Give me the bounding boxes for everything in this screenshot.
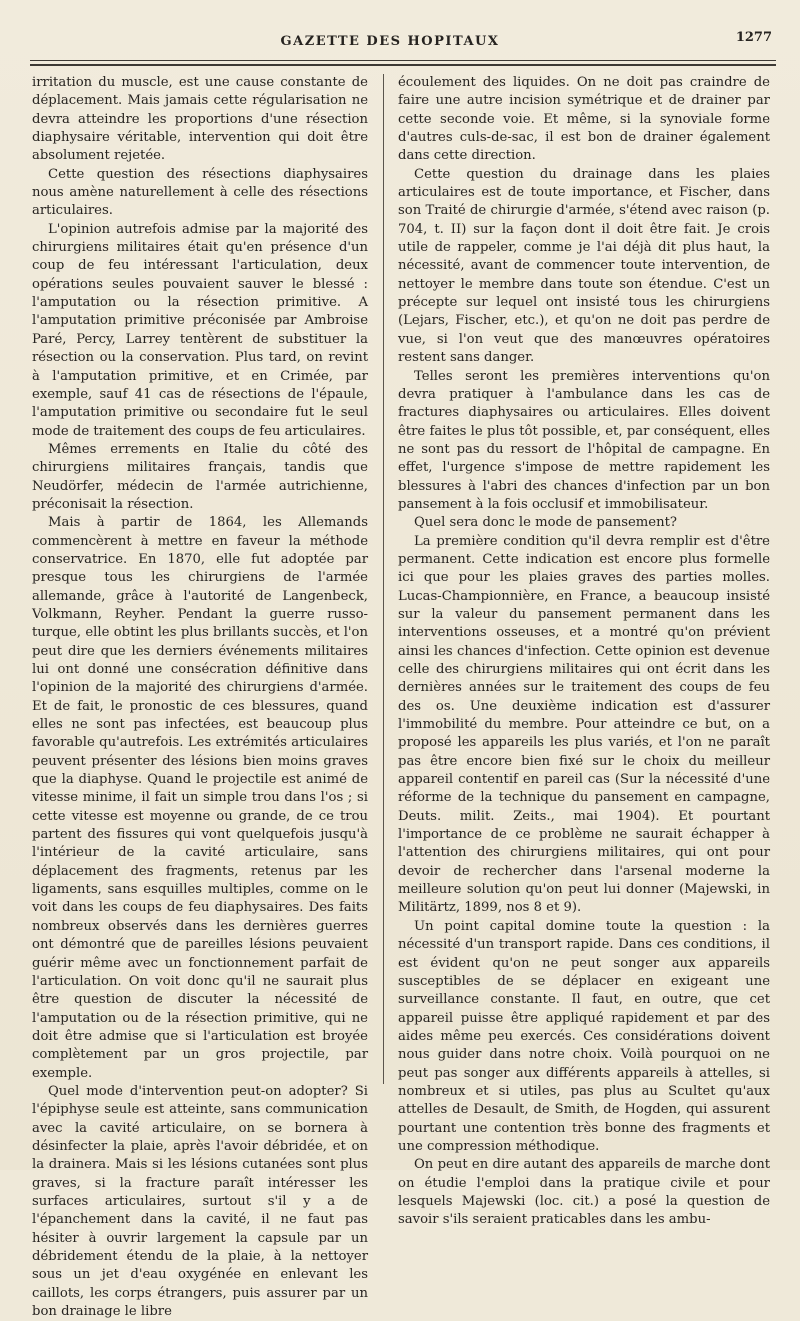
paragraph: On peut en dire autant des appareils de marche dont on étudie l'emploi dans la pratique civile et pour lesquels Majewski (loc. cit.) a posé la question de savoir s'ils seraient praticables dans les ambu-	[398, 1157, 770, 1228]
column-divider	[383, 74, 384, 1084]
paragraph: Mêmes errements en Italie du côté des chirurgiens militaires français, tandis que Neudörfer, médecin de l'armée autrichienne, préconisait la résection.	[32, 441, 368, 512]
page-number: 1277	[735, 30, 772, 45]
page-header-title: GAZETTE DES HOPITAUX	[280, 34, 500, 49]
paragraph: L'opinion autrefois admise par la majorité des chirurgiens militaires était qu'en présence d'un coup de feu intéressant l'articulation, deux opérations seules pouvaient sauver le blessé : l'amputation ou la résection primitive. A l'amputation primitive préconisée par Ambroise Paré, Percy, Larrey tentèrent de substituer la résection ou la conservation. Plus tard, on revint à l'amputation primitive, et en Crimée, par exemple, sauf 41 cas de résections de l'épaule, l'amputation primitive ou secondaire fut le seul mode de traitement des coups de feu articulaires.	[32, 221, 368, 439]
right-column	[398, 74, 770, 1230]
paragraph: Mais à partir de 1864, les Allemands commencèrent à mettre en faveur la méthode conservatrice. En 1870, elle fut adoptée par presque tous les chirurgiens de l'armée allemande, grâce à l'autorité de Langenbeck, Volkmann, Reyher. Pendant la guerre russo-turque, elle obtint les plus brillants succès, et l'on peut dire que les derniers événements militaires lui ont donné une consécration définitive dans l'opinion de la majorité des chirurgiens d'armée. Et de fait, le pronostic de ces blessures, quand elles ne sont pas infectées, est beaucoup plus favorable qu'autrefois. Les extrémités articulaires peuvent présenter des lésions bien moins graves que la diaphyse. Quand le projectile est animé de vitesse minime, il fait un simple trou dans l'os ; si cette vitesse est moyenne ou grande, de ce trou partent des fissures qui vont quelquefois jusqu'à l'intérieur de la cavité articulaire, sans déplacement des fragments, retenus par les ligaments, sans esquilles multiples, comme on le voit dans les coups de feu diaphysaires. Des faits nombreux observés dans les dernières guerres ont démontré que de pareilles lésions peuvaient guérir même avec un fonctionnement parfait de l'articulation. On voit donc qu'il ne saurait plus être question de discuter la nécessité de l'amputation ou de la résection primitive, qui ne doit être admise que si l'articulation est broyée complètement par un gros projectile, par exemple.	[32, 515, 368, 1081]
paragraph: irritation du muscle, est une cause constante de déplacement. Mais jamais cette régularisation ne devra atteindre les proportions d'une résection diaphysaire véritable, intervention qui doit être absolument rejetée.	[32, 75, 368, 164]
paragraph: Un point capital domine toute la question : la nécessité d'un transport rapide. Dans ces conditions, il est évident qu'on ne peut songer aux appareils susceptibles de se déplacer en exigeant une surveillance constante. Il faut, en outre, que cet appareil puisse être appliqué rapidement et par des aides même peu exercés. Ces considérations doivent nous guider dans notre choix. Voilà pourquoi on ne peut pas songer aux différents appareils à attelles, si nombreux et si utiles, pas plus au Scultet qu'aux attelles de Desault, de Smith, de Hogden, qui assurent pourtant une contention très bonne des fragments et une compression méthodique.	[398, 918, 770, 1154]
paragraph: Quel mode d'intervention peut-on adopter? Si l'épiphyse seule est atteinte, sans communication avec la cavité articulaire, on se bornera à désinfecter la plaie, après l'avoir débridée, et on la drainera. Mais si les lésions cutanées sont plus graves, si la fracture paraît intéresser les surfaces articulaires, surtout s'il y a de l'épanchement dans la cavité, il ne faut pas hésiter à ouvrir largement la capsule par un débridement étendu de la plaie, à la nettoyer sous un jet d'eau oxygénée en enlevant les caillots, les corps étrangers, puis assurer par un bon drainage le libre	[32, 1083, 368, 1320]
paragraph: La première condition qu'il devra remplir est d'être permanent. Cette indication est encore plus formelle ici que pour les plaies graves des parties molles. Lucas-Championnière, en France, a beaucoup insisté sur la valeur du pansement permanent dans les interventions osseuses, et a montré qu'on prévient ainsi les chances d'infection. Cette opinion est devenue celle des chirurgiens militaires qui ont écrit dans les dernières années sur le traitement des coups de feu des os. Une deuxième indication est d'assurer l'immobilité du membre. Pour atteindre ce but, on a proposé les appareils les plus variés, et l'on ne paraît pas être encore bien fixé sur le choix du meilleur appareil contentif en pareil cas (Sur la nécessité d'une réforme de la technique du pansement en campagne, Deuts. milit. Zeits., mai 1904). Et pourtant l'importance de ce problème ne saurait échapper à l'attention des chirurgiens militaires, qui ont pour devoir de rechercher dans l'arsenal moderne la meilleure solution qu'on peut lui donner (Majewski, in Militärtz, 1899, nos 8 et 9).	[398, 533, 770, 916]
paragraph: Quel sera donc le mode de pansement?	[414, 515, 677, 531]
header-rule	[30, 60, 776, 61]
paragraph: écoulement des liquides. On ne doit pas craindre de faire une autre incision symétrique et de drainer par cette seconde voie. Et même, si la synoviale forme d'autres culs-de-sac, il est bon de drainer également dans cette direction.	[398, 75, 770, 164]
paragraph: Cette question du drainage dans les plaies articulaires est de toute importance, et Fischer, dans son Traité de chirurgie d'armée, s'étend avec raison (p. 704, t. II) sur la façon dont il doit être fait. Je crois utile de rappeler, comme je l'ai déjà dit plus haut, la nécessité, avant de commencer toute intervention, de nettoyer le membre dans toute son étendue. C'est un précepte sur lequel ont insisté tous les chirurgiens (Lejars, Fischer, etc.), et qu'on ne doit pas perdre de vue, si l'on veut que des manœuvres opératoires restent sans danger.	[398, 166, 770, 366]
paragraph: Cette question des résections diaphysaires nous amène naturellement à celle des résections articulaires.	[32, 166, 368, 219]
header-rule-thick	[30, 64, 776, 66]
paragraph: Telles seront les premières interventions qu'on devra pratiquer à l'ambulance dans les cas de fractures diaphysaires ou articulaires. Elles doivent être faites le plus tôt possible, et, par conséquent, elles ne sont pas du ressort de l'hôpital de campagne. En effet, l'urgence s'impose de mettre rapidement les blessures à l'abri des chances d'infection par un bon pansement à la fois occlusif et immobilisateur.	[398, 368, 770, 512]
left-column	[32, 74, 368, 1321]
